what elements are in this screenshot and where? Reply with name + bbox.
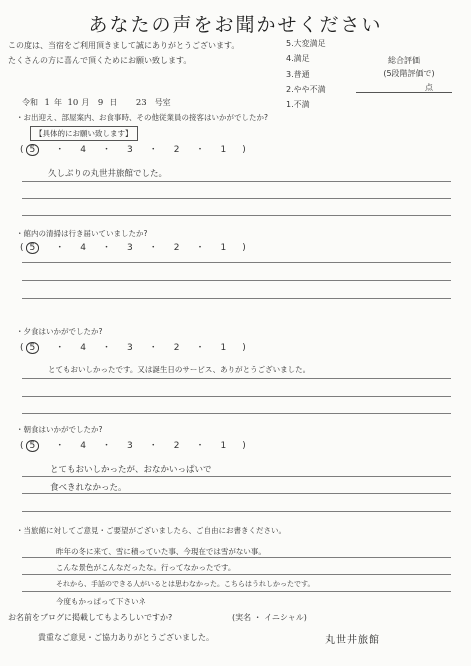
month-value: 10 [67, 98, 79, 108]
scale-5: 5.大変満足 [286, 39, 326, 48]
intro-line-1: この度は、当宿をご利用頂きまして誠にありがとうございます。 [8, 41, 240, 50]
q2-selected-5: 5 [26, 242, 40, 254]
q3-line-1 [22, 378, 451, 379]
blog-name-option[interactable]: (実名 ・ イニシャル) [232, 613, 307, 622]
month-unit: 月 [81, 98, 90, 107]
era: 令和 [22, 98, 38, 107]
overall-sub: (5段階評価で) [383, 69, 435, 78]
q5-comment-line-4: 今度もかっぱって下さいネ [56, 597, 146, 606]
q5-line-2 [22, 574, 451, 575]
q1-line-2 [22, 198, 451, 199]
q3-rating: ( 5 ・ 4 ・ 3 ・ 2 ・ 1 ) [20, 343, 246, 353]
q1-line-3 [22, 215, 451, 216]
room-value: 23 [135, 98, 147, 108]
scale-2: 2.やや不満 [286, 85, 326, 94]
overall-unit: 点 [425, 83, 433, 92]
q1-box-label: 【具体的にお願い致します】 [30, 126, 138, 141]
q4-selected-5: 5 [26, 440, 40, 452]
hotel-name: 丸世井旅館 [325, 635, 380, 646]
q3-line-2 [22, 396, 451, 397]
q4-line-3 [22, 511, 451, 512]
q3-question: ・夕食はいかがでしたか? [16, 327, 103, 336]
q1-question: ・お出迎え、部屋案内、お食事時、その他従業員の接客はいかがでしたか? [16, 113, 268, 122]
q4-comment-line-2: 食べきれなかった。 [50, 483, 127, 493]
thanks-text: 貴重なご意見・ご協力ありがとうございました。 [38, 633, 214, 642]
overall-label: 総合評価 [388, 56, 420, 65]
date-line [22, 97, 171, 108]
q4-question: ・朝食はいかがでしたか? [16, 425, 103, 434]
q4-comment-line-1: とてもおいしかったが、おなかいっぱいで [50, 465, 212, 475]
intro-line-2: たくさんの方に喜んで頂くためにお願い致します。 [8, 56, 192, 65]
q2-line-1 [22, 262, 451, 263]
q5-comment-line-3: それから、手話のできる人がいるとは思わなかった。こちらはうれしかったです。 [56, 580, 315, 588]
year-value: 1 [44, 98, 50, 108]
q3-line-3 [22, 413, 451, 414]
q2-line-2 [22, 280, 451, 281]
day-value: 9 [97, 98, 104, 108]
q5-line-3 [22, 591, 451, 592]
q1-selected-5: 5 [26, 144, 40, 156]
scale-1: 1.不満 [286, 100, 310, 109]
room-unit: 号室 [154, 98, 171, 107]
q4-line-2 [22, 493, 451, 494]
blog-question: お名前をブログに掲載してもよろしいですか? [8, 613, 173, 622]
q4-line-1 [22, 476, 451, 477]
q3-comment: とてもおいしかったです。又は誕生日のサービス、ありがとうございました。 [48, 365, 311, 374]
q5-comment-line-1: 昨年の冬に来て、雪に積っていた事、今現在では雪がない事。 [56, 547, 266, 556]
scale-4: 4.満足 [286, 54, 310, 63]
q1-rating: ( 5 ・ 4 ・ 3 ・ 2 ・ 1 ) [20, 145, 246, 155]
day-unit: 日 [109, 98, 118, 107]
form-title: あなたの声をお聞かせください [88, 14, 383, 36]
q1-comment: 久しぶりの丸世井旅館でした。 [48, 169, 168, 179]
q3-selected-5: 5 [26, 342, 40, 354]
q2-question: ・館内の清掃は行き届いていましたか? [16, 229, 148, 238]
year-unit: 年 [53, 98, 62, 107]
q5-question: ・当旅館に対してご意見・ご要望がございましたら、ご自由にお書きください。 [16, 526, 286, 535]
q4-rating: ( 5 ・ 4 ・ 3 ・ 2 ・ 1 ) [20, 441, 246, 451]
scale-3: 3.普通 [286, 70, 310, 79]
q5-comment-line-2: こんな景色がこんなだったな。行ってなかったです。 [56, 563, 236, 572]
q2-rating: ( 5 ・ 4 ・ 3 ・ 2 ・ 1 ) [20, 243, 246, 253]
overall-score-field[interactable] [356, 92, 452, 93]
q5-line-1 [22, 557, 451, 558]
q1-line-1 [22, 181, 451, 182]
q2-line-3 [22, 298, 451, 299]
